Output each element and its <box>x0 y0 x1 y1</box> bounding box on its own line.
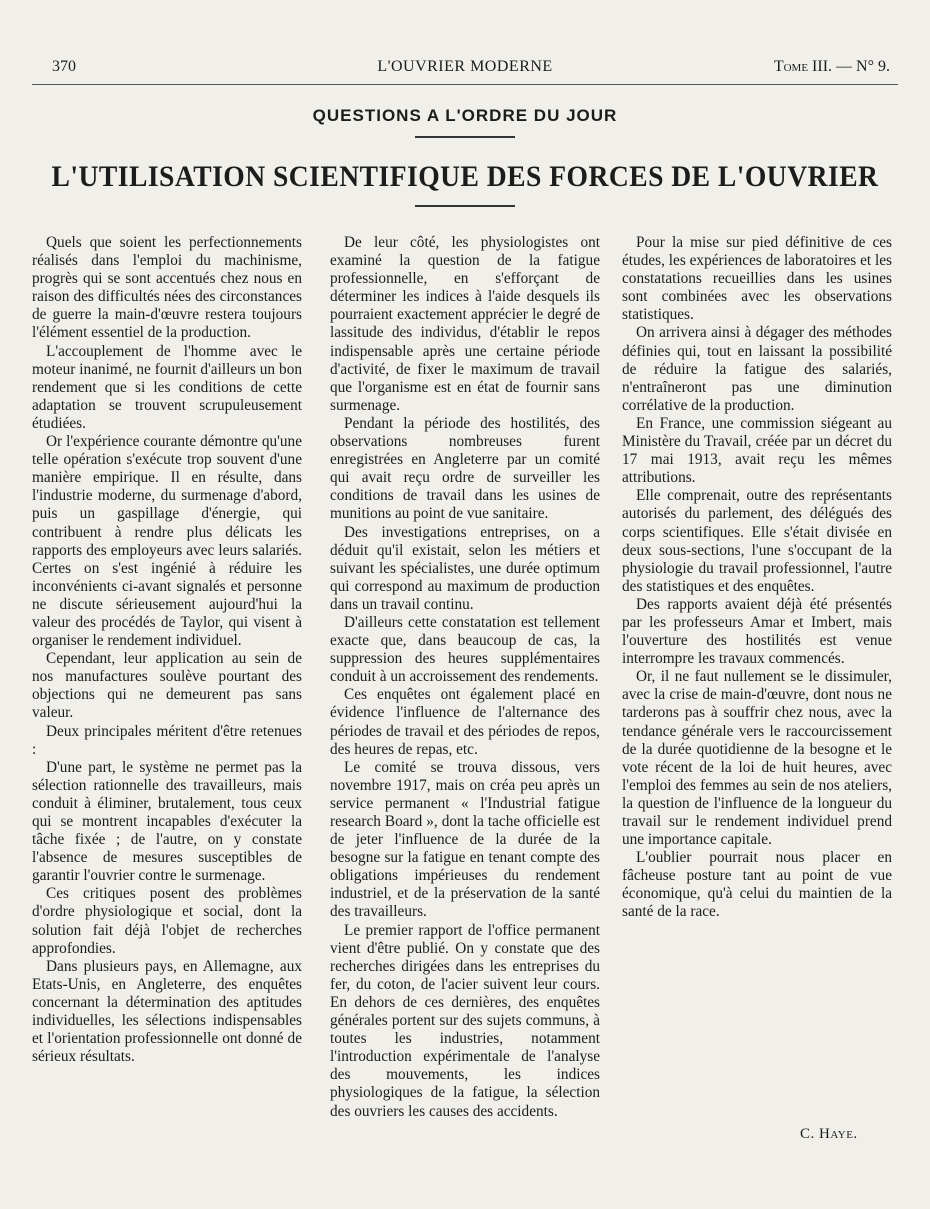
heading-divider <box>415 136 515 138</box>
paragraph: De leur côté, les physiologistes ont examiné la question de la fatigue professionnelle, en s'efforçant de déterminer les indices à l'aide desquels ils pourraient exactement apprécier le degré de lassitude des individus, d'établir le repos indispensable après une certaine période d'activité, de fixer le maximum de travail que l'organisme est en état de fournir sans surmenage. <box>330 234 600 414</box>
paragraph: Dans plusieurs pays, en Allemagne, aux Etats-Unis, en Angleterre, des enquêtes concernant la détermination des aptitudes individuelles, les sélections indispensables et l'orientation professionnelle ont donné de sérieux résultats. <box>32 957 302 1066</box>
paragraph: Pendant la période des hostilités, des observations nombreuses furent enregistrées en Angleterre par un comité qui avait reçu ordre de surveiller les conditions de travail dans les usines de munitions au point de vue sanitaire. <box>330 414 600 523</box>
paragraph: Quels que soient les perfectionnements réalisés dans l'emploi du machinisme, progrès qui se sont accentués chez nous en raison des difficultés nées des circonstances de guerre la main-d'œuvre restera toujours l'élément essentiel de la production. <box>32 234 302 342</box>
paragraph: Des rapports avaient déjà été présentés par les professeurs Amar et Imbert, mais l'ouverture des hostilités est venue interrompre les travaux commencés. <box>622 595 892 668</box>
header-divider <box>32 84 898 85</box>
text-column-3 <box>622 234 892 922</box>
paragraph: Cependant, leur application au sein de nos manufactures soulève pourtant des objections qui ne demeurent pas sans valeur. <box>32 650 302 722</box>
paragraph: Or, il ne faut nullement se le dissimuler, avec la crise de main-d'œuvre, dont nous ne tarderons pas à souffrir chez nous, avec la tendance générale vers le raccourcissement de la durée quotidienne de la besogne et le vote récent de la loi de huit heures, avec l'emploi des femmes au sein de nos ateliers, la question de l'influence de la longueur du travail sur le rendement individuel prend une importance capitale. <box>622 668 892 849</box>
paragraph: Le premier rapport de l'office permanent vient d'être publié. On y constate que des recherches dirigées dans les entreprises du fer, du coton, de l'acier suivent leur cours. En dehors de ces dernières, des enquêtes générales portent sur des sujets communs, à toutes les industries, notamment l'introduction expérimentale de l'analyse des mouvements, les indices physiologiques de la fatigue, la sélection des ouvriers les causes des accidents. <box>330 921 600 1120</box>
paragraph: Des investigations entreprises, on a déduit qu'il existait, selon les métiers et suivant les spécialistes, une durée optimum qui correspond au maximum de production dans un travail continu. <box>330 523 600 613</box>
paragraph: Or l'expérience courante démontre qu'une telle opération s'exécute trop souvent d'une manière empirique. Il en résulte, dans l'industrie moderne, du surmenage d'abord, puis un gaspillage d'énergie, qui contribuent à rendre plus délicats les rapports des employeurs avec leurs salariés. Certes on s'est ingénié à réduire les inconvénients ci-avant signalés et personne ne discute sérieusement aujourd'hui la valeur des procédés de Taylor, qui visent à organiser le rendement individuel. <box>32 433 302 650</box>
page-number: 370 <box>52 58 76 75</box>
paragraph: Ces enquêtes ont également placé en évidence l'influence de l'alternance des périodes de travail et des périodes de repos, des heures de repas, etc. <box>330 686 600 758</box>
author-signature: C. Haye. <box>800 1126 858 1142</box>
text-column-2 <box>330 234 600 1121</box>
paragraph: Elle comprenait, outre des représentants autorisés du parlement, des délégués des corps scientifiques. Elle s'était divisée en deux sous-sections, l'une s'occupant de la physiologie du travail professionnel, l'autre des statistiques et des enquêtes. <box>622 487 892 595</box>
running-header <box>32 58 898 82</box>
journal-title: L'OUVRIER MODERNE <box>377 58 553 75</box>
paragraph: D'ailleurs cette constatation est tellement exacte que, dans beaucoup de cas, la suppression des heures supplémentaires conduit à un accroissement des rendements. <box>330 613 600 686</box>
issue-number: Tome III. — N° 9. <box>773 58 890 75</box>
paragraph: Le comité se trouva dissous, vers novembre 1917, mais on créa peu après un service permanent « l'Industrial fatigue research Board », dont la tache officielle est de jeter l'influence de la durée de la besogne sur la fatigue en tenant compte des obligations impérieuses du rendement industriel, et de la préservation de la santé des travailleurs. <box>330 758 600 921</box>
text-column-1 <box>32 234 302 1066</box>
section-heading: QUESTIONS A L'ORDRE DU JOUR <box>312 106 618 125</box>
paragraph: L'oublier pourrait nous placer en fâcheuse posture tant au point de vue économique, qu'à celui du maintien de la santé de la race. <box>622 849 892 921</box>
paragraph: D'une part, le système ne permet pas la sélection rationnelle des travailleurs, mais conduit à éliminer, brutalement, tous ceux qui se montrent incapables d'exécuter la tâche fixée ; de l'autre, on y constate l'absence de mesures susceptibles de garantir l'ouvrier contre le surmenage. <box>32 758 302 885</box>
paragraph: En France, une commission siégeant au Ministère du Travail, créée par un décret du 17 mai 1913, avait reçu les mêmes attributions. <box>622 414 892 487</box>
paragraph: On arrivera ainsi à dégager des méthodes définies qui, tout en laissant la possibilité de réduire la fatigue des salariés, n'entraîneront pas une diminution corrélative de la production. <box>622 324 892 414</box>
paragraph: Pour la mise sur pied définitive de ces études, les expériences de laboratoires et les constatations recueillies dans les usines sont combinées avec les observations statistiques. <box>622 234 892 324</box>
article-title: L'UTILISATION SCIENTIFIQUE DES FORCES DE L'OUVRIER <box>51 160 879 193</box>
paragraph: Ces critiques posent des problèmes d'ordre physiologique et social, dont la solution fait déjà l'objet de recherches approfondies. <box>32 885 302 957</box>
paragraph: L'accouplement de l'homme avec le moteur inanimé, ne fournit d'ailleurs un bon rendement que si les conditions de cette adaptation se trouvent scrupuleusement étudiées. <box>32 342 302 432</box>
title-divider <box>415 205 515 207</box>
paragraph: Deux principales méritent d'être retenues : <box>32 722 302 758</box>
